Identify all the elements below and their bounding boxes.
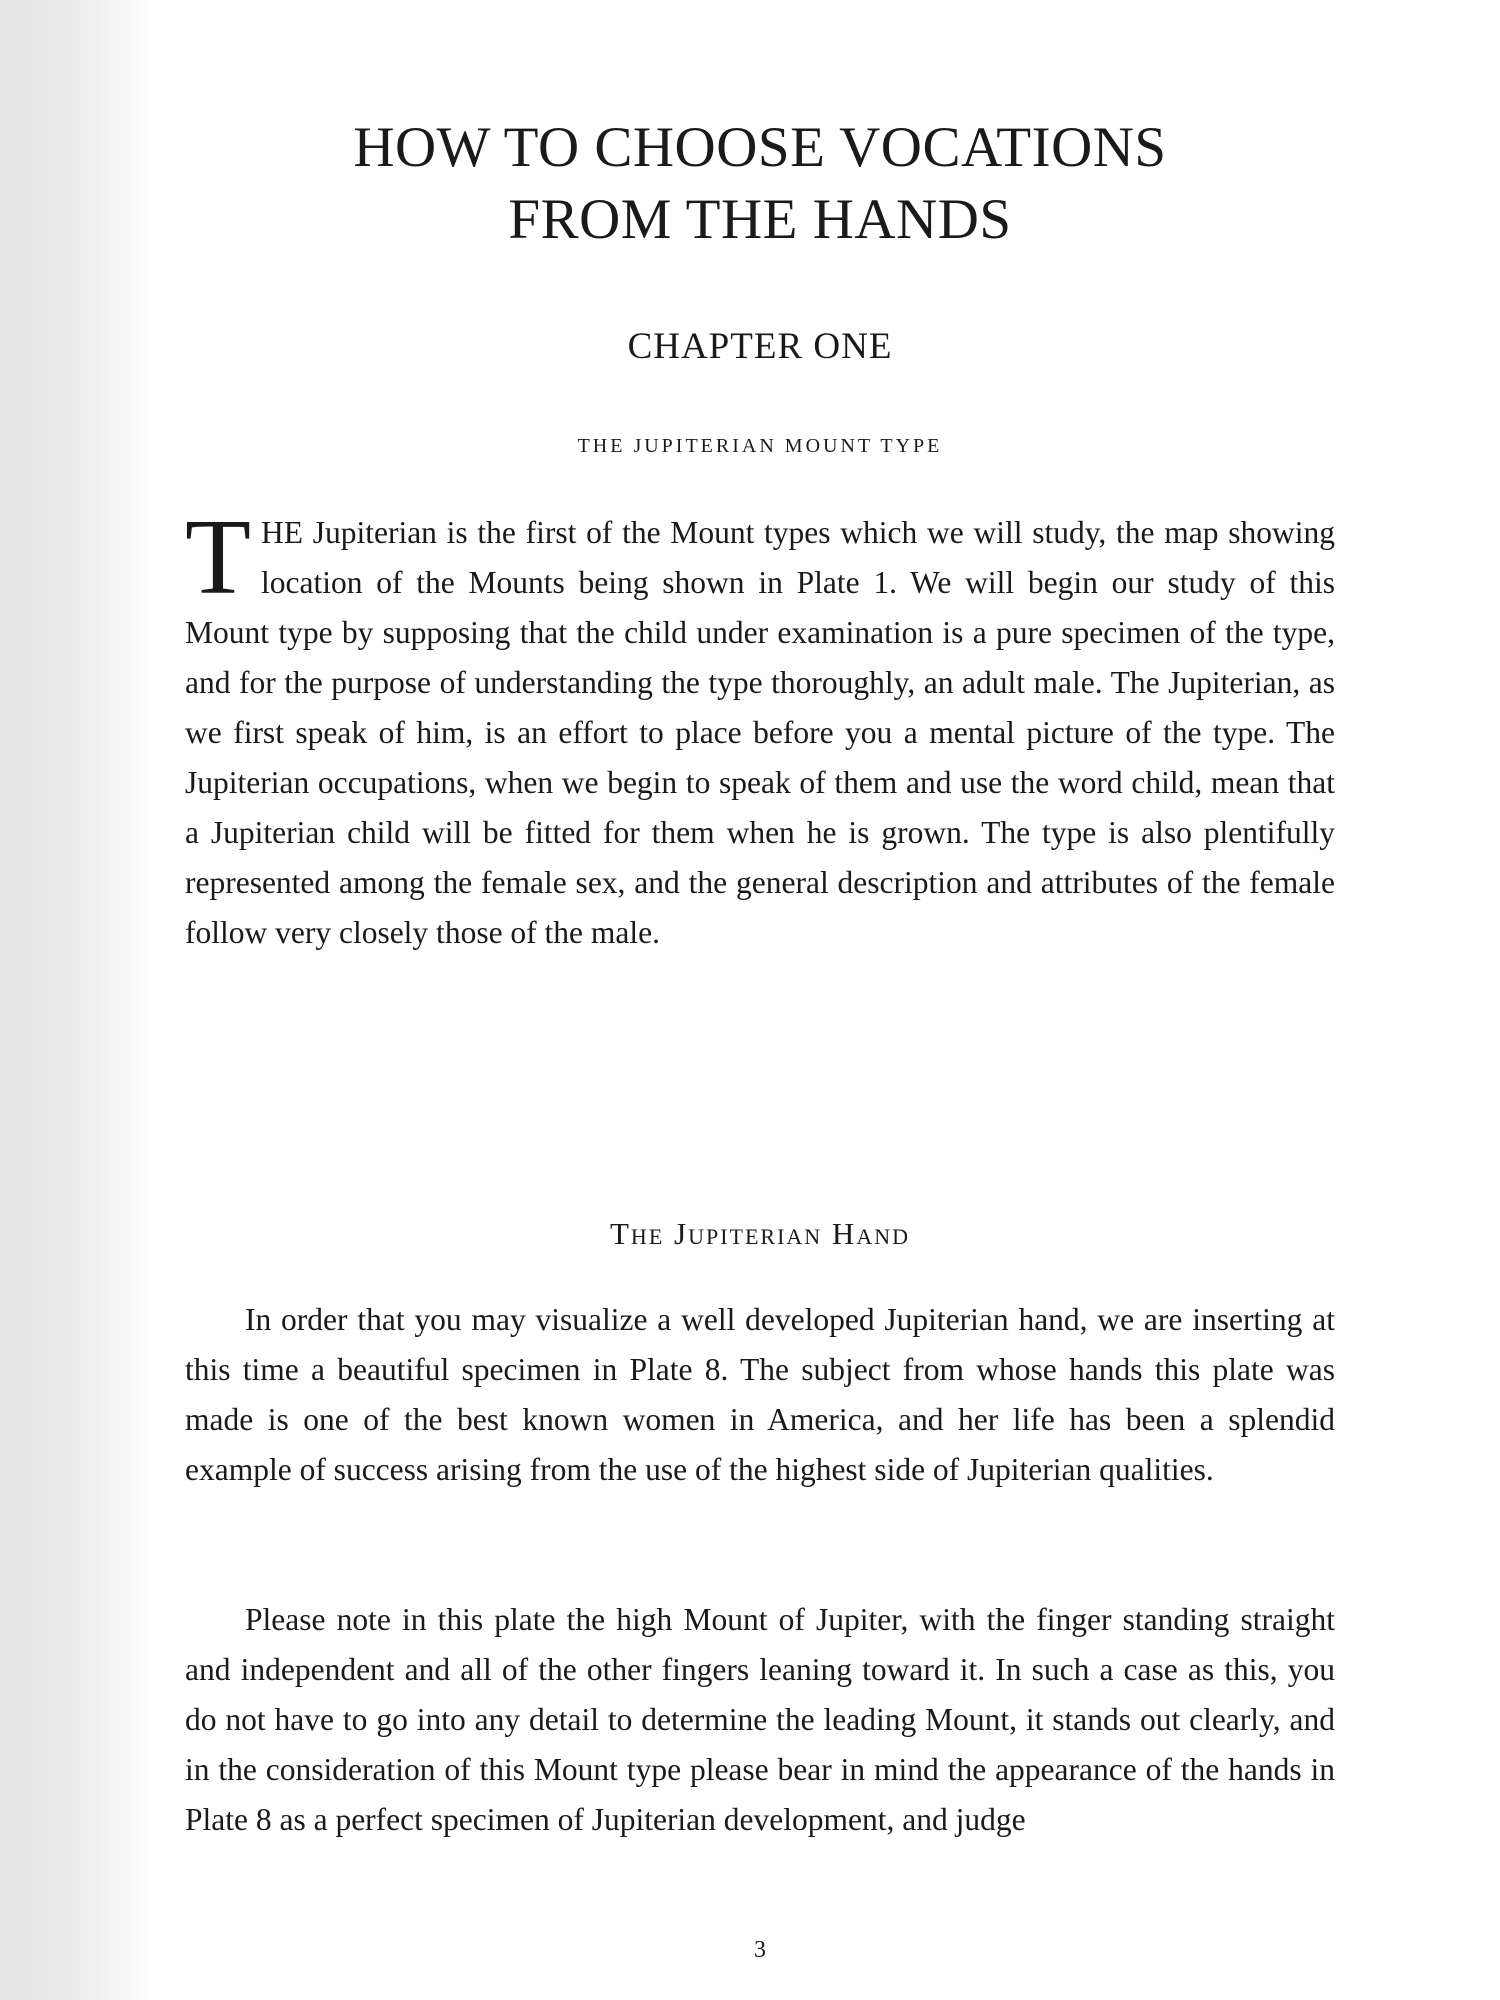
book-title: [185, 112, 1335, 256]
drop-cap: T: [185, 498, 251, 617]
book-title-line-1: HOW TO CHOOSE VOCATIONS: [353, 116, 1167, 179]
body-paragraph-2: In order that you may visualize a well developed Jupiterian hand, we are inserting at this time a beautiful specimen in Plate 8. The subject from whose hands this plate was made is one of the best known women in America, and her life has been a splendid example of success arising from the use of the highest side of Jupiterian qualities.: [185, 1302, 1335, 1487]
body-paragraph-3: Please note in this plate the high Mount of Jupiter, with the finger standing straight and independent and all of the other fingers leaning toward it. In such a case as this, you do not have to go into any detail to determine the leading Mount, it stands out clearly, and in the consideration of this Mount type please bear in mind the appearance of the hands in Plate 8 as a perfect specimen of Jupiterian development, and judge: [185, 1602, 1335, 1837]
intro-paragraph: [185, 498, 1335, 958]
book-page: [185, 0, 1335, 2000]
chapter-heading: CHAPTER ONE: [627, 326, 893, 367]
binding-gutter-shadow: [0, 0, 150, 2000]
chapter-subheading: THE JUPITERIAN MOUNT TYPE: [577, 435, 943, 457]
page-number: 3: [754, 1937, 766, 1963]
book-title-line-2: FROM THE HANDS: [508, 188, 1012, 251]
section-heading: The Jupiterian Hand: [610, 1216, 910, 1251]
intro-paragraph-text: HE Jupiterian is the first of the Mount types which we will study, the map showing location of the Mounts being shown in Plate 1. We will begin our study of this Mount type by supposing that the child under examination is a pure specimen of the type, and for the purpose of understanding the type thoroughly, an adult male. The Jupiterian, as we first speak of him, is an effort to place before you a mental picture of the type. The Jupiterian occupations, when we begin to speak of them and use the word child, mean that a Jupiterian child will be fitted for them when he is grown. The type is also plentifully represented among the female sex, and the general description and attributes of the female follow very closely those of the male.: [185, 515, 1335, 950]
